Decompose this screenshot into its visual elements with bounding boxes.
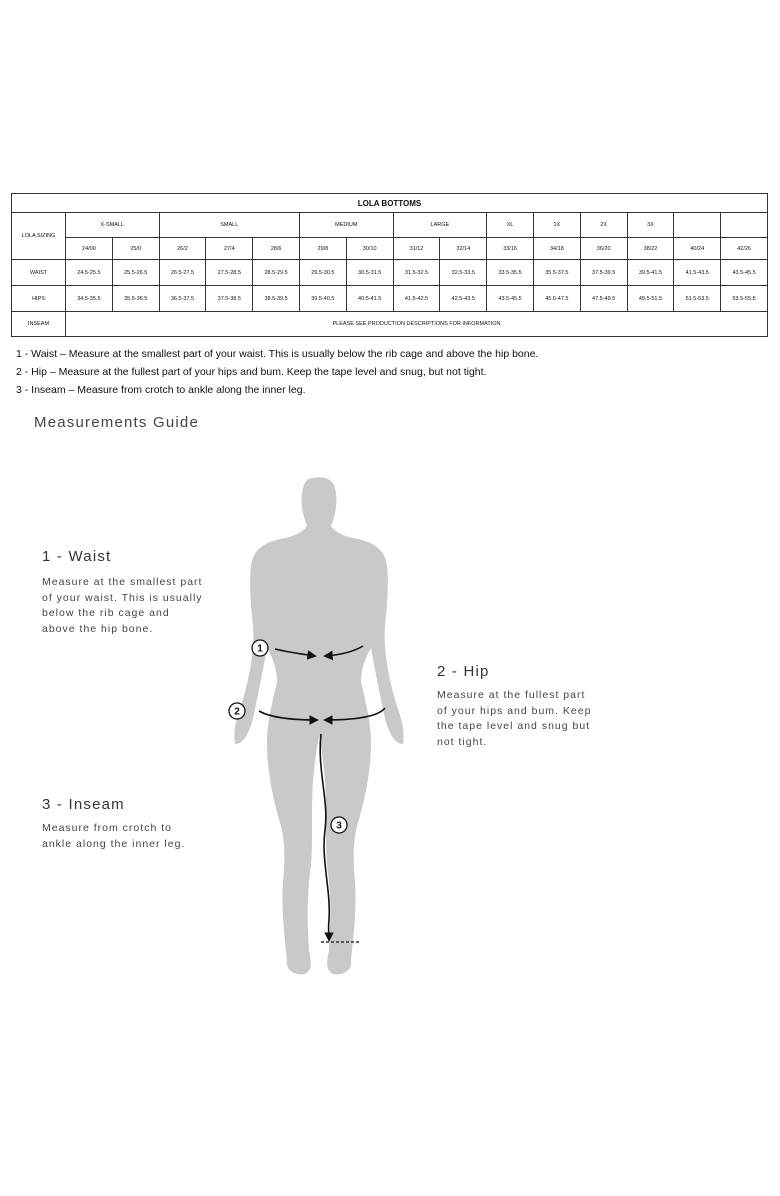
waist-line: of your waist. This is usually — [42, 591, 203, 604]
hips-value-cell: 37.5-38.5 — [206, 286, 253, 312]
size-code-cell: 40/24 — [674, 238, 721, 260]
measurement-notes — [16, 345, 538, 399]
hips-value-cell: 38.5-39.5 — [253, 286, 300, 312]
hip-line: Measure at the fullest part — [437, 689, 586, 701]
size-group-header: 2X — [580, 213, 627, 238]
hips-value-cell: 51.5-53.5 — [674, 286, 721, 312]
row-label-sizing: LOLA SIZING — [12, 213, 66, 260]
size-code-cell: 34/18 — [533, 238, 580, 260]
waist-description — [42, 575, 203, 637]
body-silhouette-diagram — [225, 470, 415, 990]
size-code-cell: 38/22 — [627, 238, 674, 260]
waist-line: above the hip bone. — [42, 622, 154, 635]
waist-value-cell: 35.5-37.5 — [533, 260, 580, 286]
size-chart-title: LOLA BOTTOMS — [12, 194, 768, 213]
size-group-header: LARGE — [393, 213, 487, 238]
waist-value-cell: 39.5-41.5 — [627, 260, 674, 286]
hip-line: the tape level and snug but — [437, 720, 591, 732]
hips-value-cell: 53.5-55.5 — [721, 286, 768, 312]
size-group-header: XL — [487, 213, 534, 238]
hips-value-cell: 41.5-42.5 — [393, 286, 440, 312]
waist-value-cell: 29.5-30.5 — [299, 260, 346, 286]
row-label-hips: HIPS — [12, 286, 66, 312]
hips-value-cell: 45.5-47.5 — [533, 286, 580, 312]
hip-line: not tight. — [437, 735, 488, 748]
inseam-description — [42, 821, 185, 852]
hips-value-cell: 36.5-37.5 — [159, 286, 206, 312]
waist-heading: 1 - Waist — [42, 548, 112, 565]
size-code-cell: 32/14 — [440, 238, 487, 260]
row-label-waist: WAIST — [12, 260, 66, 286]
inseam-line: ankle along the inner leg. — [42, 837, 186, 850]
waist-callout — [42, 548, 203, 637]
inseam-callout — [42, 796, 185, 852]
hips-value-cell: 42.5-43.5 — [440, 286, 487, 312]
size-group-header — [674, 213, 721, 238]
hips-value-cell: 40.5-41.5 — [346, 286, 393, 312]
hips-value-cell: 47.5-49.5 — [580, 286, 627, 312]
hips-value-cell: 43.5-45.5 — [487, 286, 534, 312]
size-code-cell: 31/12 — [393, 238, 440, 260]
waist-value-cell: 33.5-35.5 — [487, 260, 534, 286]
inseam-marker-number: 3 — [336, 820, 342, 832]
note-inseam: 3 - Inseam – Measure from crotch to ankle along the inner leg. — [16, 384, 306, 396]
waist-value-cell: 30.5-31.5 — [346, 260, 393, 286]
hip-callout — [437, 663, 591, 750]
hips-value-cell: 39.5-40.5 — [299, 286, 346, 312]
inseam-line: Measure from crotch to — [42, 822, 172, 834]
waist-value-cell: 31.5-32.5 — [393, 260, 440, 286]
waist-value-cell: 43.5-45.5 — [721, 260, 768, 286]
waist-line: Measure at the smallest part — [42, 576, 203, 588]
size-group-header: SMALL — [159, 213, 299, 238]
size-code-cell: 24/00 — [66, 238, 113, 260]
inseam-note: PLEASE SEE PRODUCTION DESCRIPTIONS FOR INFORMATION — [66, 312, 768, 337]
row-label-inseam: INSEAM — [12, 312, 66, 337]
waist-value-cell: 24.5-25.5 — [66, 260, 113, 286]
size-code-cell: 27/4 — [206, 238, 253, 260]
waist-value-cell: 28.5-29.5 — [253, 260, 300, 286]
inseam-heading: 3 - Inseam — [42, 796, 125, 813]
hip-line: of your hips and bum. Keep — [437, 704, 592, 717]
size-chart-table — [11, 193, 768, 337]
size-group-header: 1X — [533, 213, 580, 238]
size-code-cell: 42/26 — [721, 238, 768, 260]
hips-value-cell: 35.5-36.5 — [112, 286, 159, 312]
waist-value-cell: 37.5-39.5 — [580, 260, 627, 286]
size-group-header: MEDIUM — [299, 213, 393, 238]
waist-value-cell: 26.5-27.5 — [159, 260, 206, 286]
note-hip: 2 - Hip – Measure at the fullest part of your hips and bum. Keep the tape level and snug, but not tight. — [16, 366, 487, 378]
waist-line: below the rib cage and — [42, 607, 170, 619]
hips-value-cell: 34.5-35.5 — [66, 286, 113, 312]
size-code-cell: 25/0 — [112, 238, 159, 260]
size-group-header: 3X — [627, 213, 674, 238]
waist-value-cell: 25.5-26.5 — [112, 260, 159, 286]
waist-value-cell: 27.5-28.5 — [206, 260, 253, 286]
hip-marker-number: 2 — [234, 706, 240, 718]
hips-value-cell: 49.5-51.5 — [627, 286, 674, 312]
waist-marker-number: 1 — [257, 643, 263, 655]
note-waist: 1 - Waist – Measure at the smallest part of your waist. This is usually below the rib cage and above the hip bone. — [16, 348, 539, 360]
hip-description — [437, 688, 591, 750]
waist-value-cell: 32.5-33.5 — [440, 260, 487, 286]
size-group-header: X-SMALL — [66, 213, 160, 238]
size-code-cell: 28/6 — [253, 238, 300, 260]
size-group-header — [721, 213, 768, 238]
size-code-cell: 33/16 — [487, 238, 534, 260]
size-code-cell: 29/8 — [299, 238, 346, 260]
silhouette-body — [234, 477, 403, 974]
size-code-cell: 30/10 — [346, 238, 393, 260]
hip-heading: 2 - Hip — [437, 663, 490, 680]
waist-value-cell: 41.5-43.5 — [674, 260, 721, 286]
size-code-cell: 26/2 — [159, 238, 206, 260]
measurements-guide-title: Measurements Guide — [34, 414, 200, 431]
size-code-cell: 36/20 — [580, 238, 627, 260]
